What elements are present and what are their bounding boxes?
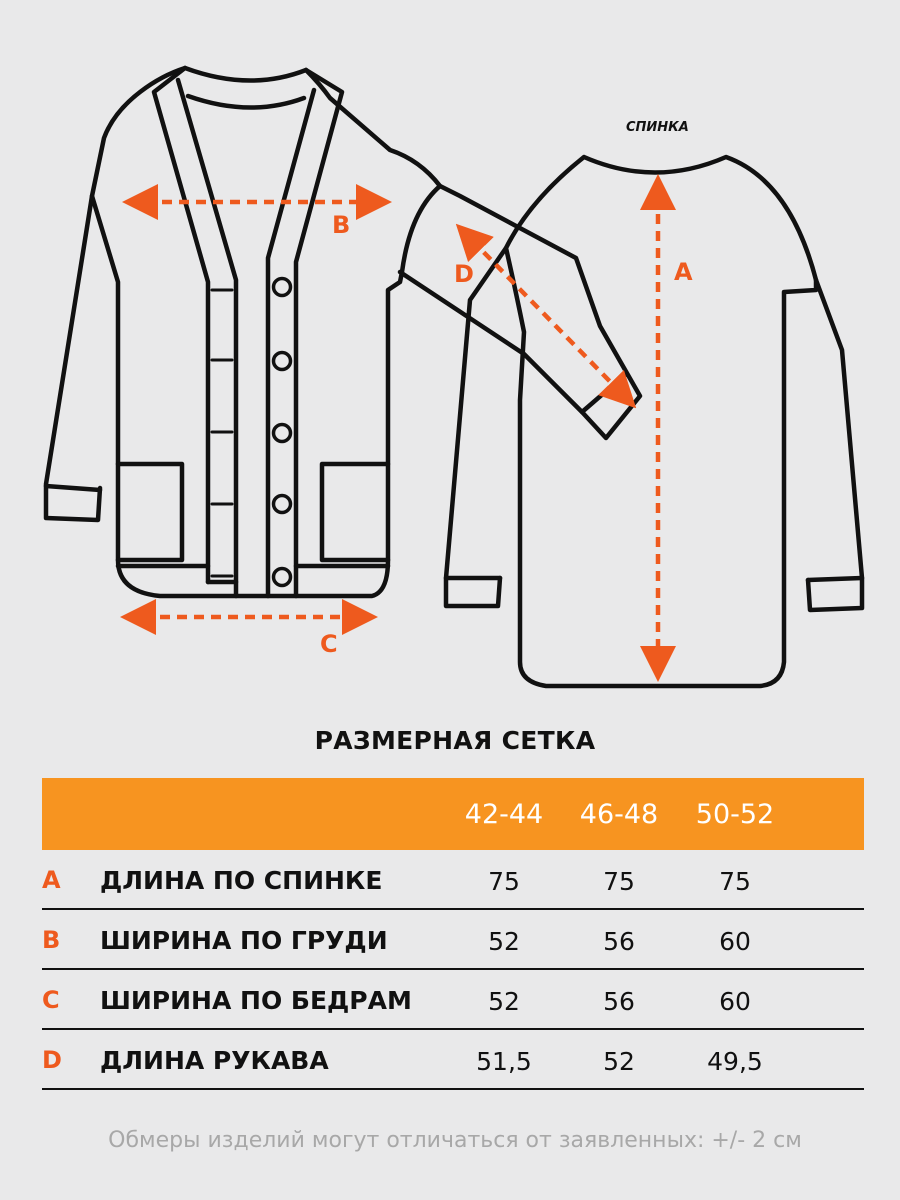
size-table-header: [42, 778, 864, 850]
row-value: 60: [719, 987, 751, 1016]
table-row: [42, 1030, 864, 1090]
row-value: 51,5: [476, 1047, 532, 1076]
table-row: [42, 970, 864, 1030]
table-row: [42, 850, 864, 910]
front-cardigan: [46, 68, 440, 596]
row-value: 75: [488, 867, 520, 896]
row-label: ДЛИНА ПО СПИНКЕ: [100, 866, 383, 895]
table-row: [42, 910, 864, 970]
row-letter: B: [42, 926, 61, 954]
row-value: 56: [603, 987, 635, 1016]
size-header: 42-44: [464, 799, 544, 830]
row-letter: C: [42, 986, 60, 1014]
row-value: 52: [603, 1047, 635, 1076]
marker-c: C: [320, 630, 338, 658]
size-table: [42, 778, 864, 1090]
row-value: 49,5: [707, 1047, 763, 1076]
row-value: 56: [603, 927, 635, 956]
button: [274, 353, 291, 370]
marker-b: B: [332, 211, 351, 239]
back-left-sleeve: [446, 248, 506, 606]
page-title: РАЗМЕРНАЯ СЕТКА: [314, 726, 596, 755]
back-cardigan: [446, 157, 862, 686]
back-right-cuff-line: [808, 578, 862, 580]
row-label: ШИРИНА ПО БЕДРАМ: [100, 986, 412, 1015]
button: [274, 569, 291, 586]
buttonholes: [212, 290, 232, 576]
left-cuff-line: [46, 486, 100, 490]
row-value: 52: [488, 927, 520, 956]
back-view-label: СПИНКА: [626, 120, 689, 135]
left-pocket: [118, 464, 182, 560]
back-body-outline: [506, 157, 816, 686]
row-value: 52: [488, 987, 520, 1016]
marker-a: A: [674, 258, 693, 286]
marker-d: D: [454, 260, 474, 288]
back-neckline: [185, 68, 306, 81]
button: [274, 496, 291, 513]
size-header: 46-48: [579, 799, 659, 830]
right-placket-outer: [296, 70, 342, 596]
measurement-note: Обмеры изделий могут отличаться от заявленных: +/- 2 см: [108, 1128, 802, 1153]
row-value: 60: [719, 927, 751, 956]
size-header: 50-52: [695, 799, 775, 830]
row-value: 75: [603, 867, 635, 896]
row-letter: D: [42, 1046, 62, 1074]
row-label: ДЛИНА РУКАВА: [100, 1046, 329, 1075]
right-placket-inner: [268, 90, 314, 596]
button: [274, 425, 291, 442]
button: [274, 279, 291, 296]
inner-neckline: [188, 96, 304, 108]
right-pocket: [322, 464, 388, 560]
row-letter: A: [42, 866, 61, 894]
left-sleeve: [46, 196, 100, 520]
row-value: 75: [719, 867, 751, 896]
back-right-sleeve: [808, 280, 862, 610]
row-label: ШИРИНА ПО ГРУДИ: [100, 926, 388, 955]
